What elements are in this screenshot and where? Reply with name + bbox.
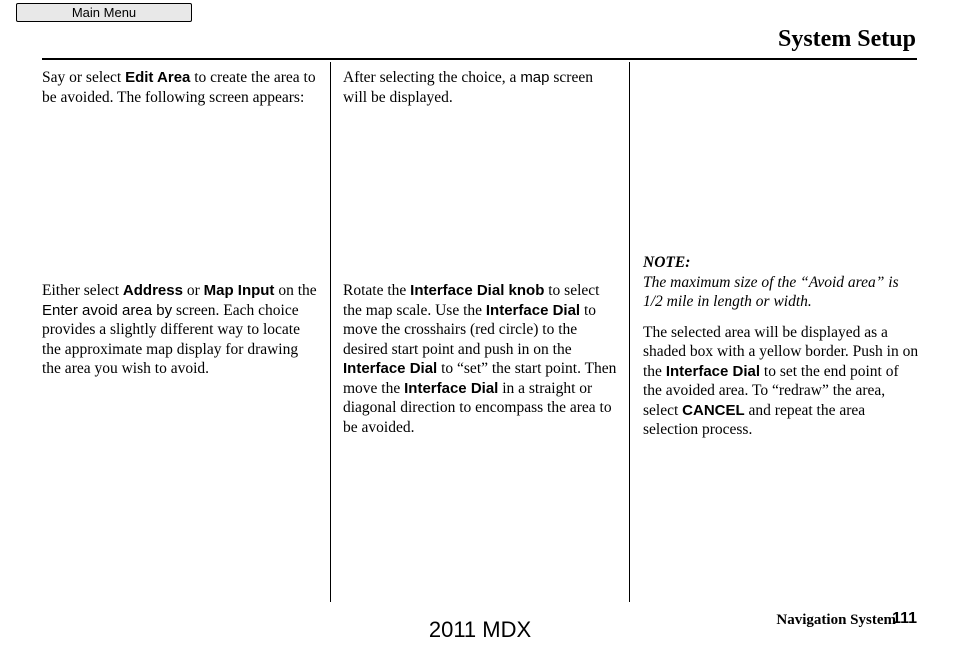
col1-paragraph-1: Say or select Edit Area to create the area to be avoided. The following screen appears: <box>42 69 316 106</box>
column-2 <box>343 68 619 107</box>
interface-dial-knob-label: Interface Dial knob <box>410 282 545 299</box>
note-text: The maximum size of the “Avoid area” is 1/2 mile in length or width. <box>643 273 899 310</box>
map-input-label: Map Input <box>203 282 275 299</box>
interface-dial-label: Interface Dial <box>343 360 438 377</box>
column-3 <box>643 253 921 440</box>
main-menu-button[interactable]: Main Menu <box>16 3 192 22</box>
address-label: Address <box>122 282 183 299</box>
map-label: map <box>520 69 550 86</box>
page-number: 111 <box>892 610 917 627</box>
interface-dial-label: Interface Dial <box>404 379 499 397</box>
column-1-lower <box>42 281 320 379</box>
cancel-label: CANCEL <box>682 401 745 419</box>
col2-paragraph-2: Rotate the Interface Dial knob to select the map scale. Use the Interface Dial to move the crosshairs (red circle) to the desired start point and push in on the Interface Dial to “set” the start point. Then move the Interface Dial in a straight or diagonal direction to encompass the area to be avoided. <box>343 282 617 436</box>
column-divider-1 <box>330 62 331 602</box>
interface-dial-label: Interface Dial <box>665 362 761 380</box>
note-label: NOTE: <box>643 254 691 271</box>
column-2-lower <box>343 281 619 437</box>
col1-paragraph-2: Either select Address or Map Input on the Enter avoid area by screen. Each choice provides a slightly different way to locate the approximate map display for drawing the area you wish to avoid. <box>42 282 317 377</box>
interface-dial-label: Interface Dial <box>485 301 581 319</box>
watermark-text: 2011 MDX <box>428 617 532 642</box>
title-rule <box>42 58 917 60</box>
column-divider-2 <box>629 62 630 602</box>
column-1 <box>42 68 318 107</box>
page-title: System Setup <box>777 26 916 52</box>
col2-paragraph-1: After selecting the choice, a map screen will be displayed. <box>343 69 593 106</box>
footer-section-label: Navigation System <box>776 612 896 628</box>
enter-avoid-area-label: Enter avoid area by <box>42 301 173 319</box>
edit-area-label: Edit Area <box>125 69 191 86</box>
col3-paragraph-1: The selected area will be displayed as a shaded box with a yellow border. Push in on the Interface Dial to set the end point of the avoided area. To “redraw” the area, select CANCEL and repeat the area selection process. <box>643 323 919 438</box>
